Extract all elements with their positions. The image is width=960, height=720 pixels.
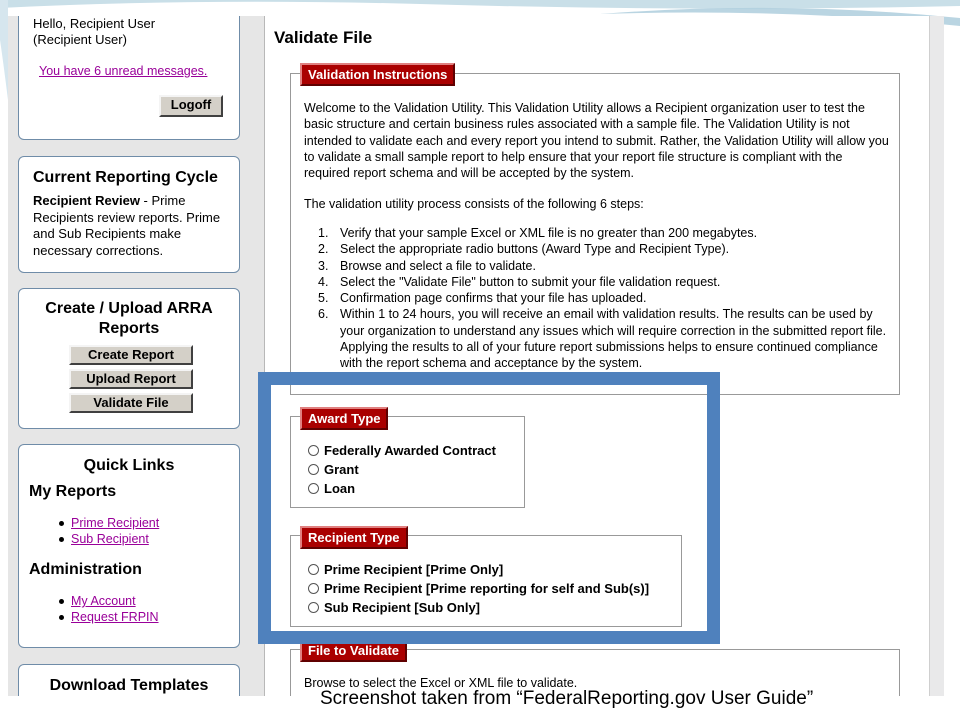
greeting-name: Hello, Recipient User bbox=[33, 16, 156, 31]
list-item: 3. Browse and select a file to validate. bbox=[318, 258, 536, 273]
download-templates-title: Download Templates bbox=[49, 677, 209, 694]
upload-report-button[interactable]: Upload Report bbox=[69, 369, 193, 389]
vertical-scrollbar[interactable] bbox=[929, 16, 944, 696]
list-item: 2. Select the appropriate radio buttons (Award Type and Recipient Type). bbox=[318, 242, 730, 257]
reporting-cycle-text bbox=[33, 193, 233, 259]
list-item bbox=[59, 593, 159, 609]
award-type-legend: Award Type bbox=[300, 407, 388, 430]
radio-federally-awarded-contract[interactable]: Federally Awarded Contract bbox=[308, 441, 496, 460]
list-item: 5. Confirmation page confirms that your file has uploaded. bbox=[318, 291, 647, 306]
request-frpin-link[interactable]: Request FRPIN bbox=[71, 610, 159, 624]
greeting bbox=[33, 16, 155, 48]
my-account-link[interactable]: My Account bbox=[71, 594, 136, 608]
list-item bbox=[59, 609, 159, 625]
reporting-cycle-box bbox=[18, 156, 240, 273]
recipient-type-legend: Recipient Type bbox=[300, 526, 408, 549]
list-item: 6. Within 1 to 24 hours, you will receive an email with validation results. The results can be used by your organization to understand any issues which will require correction in the submitted report file. Applying the results to all of your future report submissions helps to ensure continued compliance with the report schema and acceptance by the system. bbox=[318, 307, 887, 371]
quick-links-box bbox=[18, 444, 240, 648]
reporting-cycle-description: - Prime Recipients review reports. Prime and Sub Recipients make necessary corrections. bbox=[33, 193, 221, 258]
my-reports-list bbox=[59, 515, 159, 547]
my-reports-heading: My Reports bbox=[29, 483, 117, 500]
prime-recipient-link[interactable]: Prime Recipient bbox=[71, 516, 160, 530]
validation-intro: Welcome to the Validation Utility. This Validation Utility allows a Recipient organization user to test the basic structure and certain business rules associated with a sample file. The Validation Utility is not intended to validate each and every report you intend to submit. Rather, the Validation Utility will allow you to validate a small sample report to help ensure that your report file structure is compliant with the required report schema and will be accepted by the system. bbox=[304, 101, 889, 181]
quick-links-title: Quick Links bbox=[83, 457, 175, 474]
unread-messages-link[interactable]: You have 6 unread messages. bbox=[39, 64, 208, 78]
steps-intro: The validation utility process consists of the following 6 steps: bbox=[304, 197, 644, 211]
greeting-role: (Recipient User) bbox=[33, 32, 127, 47]
radio-prime-recipient-self-and-sub[interactable]: Prime Recipient [Prime reporting for self and Sub(s)] bbox=[308, 579, 649, 598]
administration-list bbox=[59, 593, 159, 625]
reporting-cycle-phase: Recipient Review bbox=[33, 193, 140, 208]
file-instruction: Browse to select the Excel or XML file to validate. bbox=[304, 676, 578, 690]
reporting-cycle-title: Current Reporting Cycle bbox=[33, 169, 218, 186]
list-item: 4. Select the "Validate File" button to submit your file validation request. bbox=[318, 274, 721, 289]
steps-list bbox=[304, 225, 889, 372]
radio-grant[interactable]: Grant bbox=[308, 460, 496, 479]
file-to-validate-legend: File to Validate bbox=[300, 639, 407, 662]
validation-instructions-legend: Validation Instructions bbox=[300, 63, 455, 86]
welcome-box bbox=[18, 16, 240, 140]
logoff-button[interactable]: Logoff bbox=[159, 95, 223, 117]
radio-loan[interactable]: Loan bbox=[308, 479, 496, 498]
sub-recipient-link[interactable]: Sub Recipient bbox=[71, 532, 149, 546]
list-item bbox=[59, 515, 159, 531]
download-templates-box bbox=[18, 664, 240, 696]
validate-file-button[interactable]: Validate File bbox=[69, 393, 193, 413]
create-upload-box bbox=[18, 288, 240, 429]
list-item: 1. Verify that your sample Excel or XML file is no greater than 200 megabytes. bbox=[318, 226, 758, 240]
highlight-box bbox=[258, 372, 720, 644]
page-title: Validate File bbox=[274, 28, 373, 47]
create-upload-title: Create / Upload ARRA Reports bbox=[45, 300, 213, 337]
radio-prime-recipient-only[interactable]: Prime Recipient [Prime Only] bbox=[308, 560, 649, 579]
slide-caption: Screenshot taken from “FederalReporting.gov User Guide” bbox=[320, 688, 814, 709]
steps-container bbox=[304, 225, 889, 372]
list-item bbox=[59, 531, 159, 547]
administration-heading: Administration bbox=[29, 561, 142, 578]
radio-sub-recipient[interactable]: Sub Recipient [Sub Only] bbox=[308, 598, 649, 617]
create-report-button[interactable]: Create Report bbox=[69, 345, 193, 365]
